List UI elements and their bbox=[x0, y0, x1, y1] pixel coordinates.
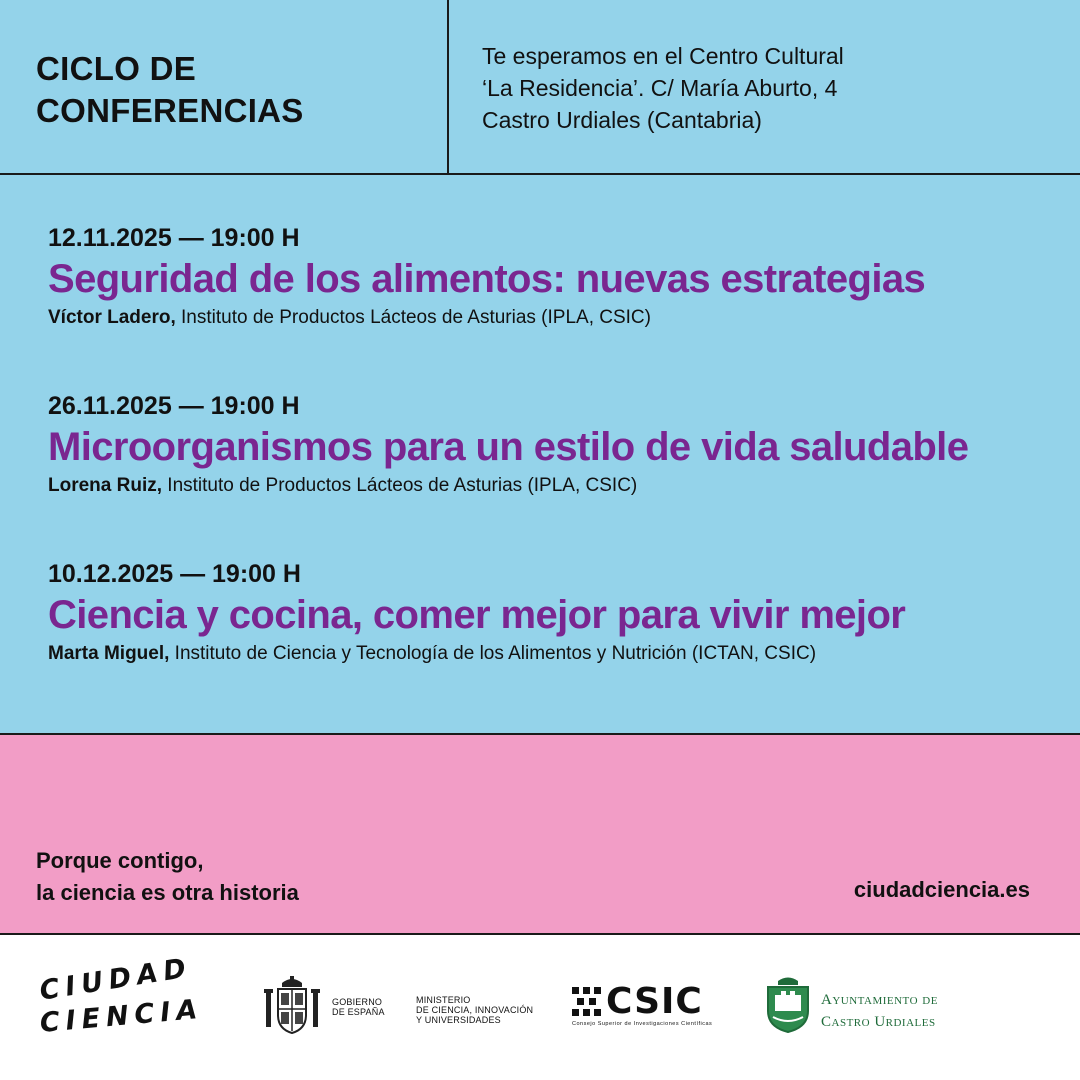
ayuntamiento-text bbox=[821, 989, 938, 1033]
csic-subtitle: Consejo Superior de Investigaciones Científicas bbox=[572, 1021, 713, 1027]
castro-urdiales-shield-icon bbox=[763, 975, 813, 1033]
gobierno-line-2: DE ESPAÑA bbox=[332, 1007, 385, 1017]
event-3 bbox=[48, 559, 905, 667]
speaker-institution: Instituto de Productos Lácteos de Asturias (IPLA, CSIC) bbox=[175, 307, 651, 328]
venue-line-3: Castro Urdiales (Cantabria) bbox=[482, 107, 762, 133]
event-speaker bbox=[48, 473, 968, 499]
ministerio-line-1: MINISTERIO bbox=[416, 995, 471, 1005]
event-2 bbox=[48, 391, 968, 499]
ciudad-ciencia-logo bbox=[37, 952, 205, 1039]
ciudad-logo-line-2: CIENCIA bbox=[38, 993, 205, 1039]
gobierno-logo bbox=[262, 975, 392, 1035]
logo-strip bbox=[0, 935, 1080, 1080]
ayuntamiento-logo bbox=[763, 975, 963, 1035]
event-speaker bbox=[48, 305, 925, 331]
csic-wordmark: CSIC bbox=[606, 981, 703, 1022]
ayuntamiento-line-1: Ayuntamiento de bbox=[821, 992, 938, 1008]
gobierno-text bbox=[332, 997, 385, 1017]
event-date: 12.11.2025 — 19:00 H bbox=[48, 224, 300, 252]
event-date: 26.11.2025 — 19:00 H bbox=[48, 392, 300, 420]
gobierno-line-1: GOBIERNO bbox=[332, 997, 383, 1007]
speaker-institution: Instituto de Ciencia y Tecnología de los Alimentos y Nutrición (ICTAN, CSIC) bbox=[169, 643, 817, 664]
speaker-name: Marta Miguel, bbox=[48, 643, 170, 664]
event-speaker bbox=[48, 641, 905, 667]
event-date: 10.12.2025 — 19:00 H bbox=[48, 560, 301, 588]
event-1 bbox=[48, 223, 925, 331]
events-panel bbox=[0, 175, 1080, 735]
header-panel bbox=[0, 0, 1080, 175]
speaker-name: Lorena Ruiz, bbox=[48, 475, 163, 496]
slogan-line-2: la ciencia es otra historia bbox=[36, 880, 299, 905]
speaker-name: Víctor Ladero, bbox=[48, 307, 176, 328]
venue-line-2: ‘La Residencia’. C/ María Aburto, 4 bbox=[482, 75, 838, 101]
ministerio-text bbox=[416, 995, 533, 1025]
event-title: Ciencia y cocina, comer mejor para vivir mejor bbox=[48, 593, 906, 637]
title-line-2: CONFERENCIAS bbox=[36, 92, 304, 129]
ministerio-line-3: Y UNIVERSIDADES bbox=[416, 1015, 501, 1025]
footer-band bbox=[0, 735, 1080, 935]
slogan-line-1: Porque contigo, bbox=[36, 848, 204, 873]
csic-logo bbox=[572, 981, 732, 1037]
venue-info bbox=[482, 40, 844, 136]
website-link[interactable]: ciudadciencia.es bbox=[853, 877, 1030, 902]
event-title: Microorganismos para un estilo de vida saludable bbox=[48, 425, 969, 469]
ministerio-line-2: DE CIENCIA, INNOVACIÓN bbox=[416, 1005, 534, 1015]
slogan bbox=[36, 845, 299, 909]
event-title: Seguridad de los alimentos: nuevas estrategias bbox=[48, 257, 926, 301]
speaker-institution: Instituto de Productos Lácteos de Asturias (IPLA, CSIC) bbox=[162, 475, 638, 496]
coat-of-arms-icon bbox=[262, 975, 322, 1037]
venue-line-1: Te esperamos en el Centro Cultural bbox=[482, 43, 844, 69]
page-title bbox=[36, 48, 304, 132]
ayuntamiento-line-2: Castro Urdiales bbox=[821, 1014, 936, 1030]
title-line-1: CICLO DE bbox=[36, 50, 197, 87]
header-divider bbox=[447, 0, 449, 173]
csic-emblem-icon bbox=[572, 987, 602, 1017]
ciudad-logo-line-1: CIUDAD bbox=[37, 952, 194, 1007]
